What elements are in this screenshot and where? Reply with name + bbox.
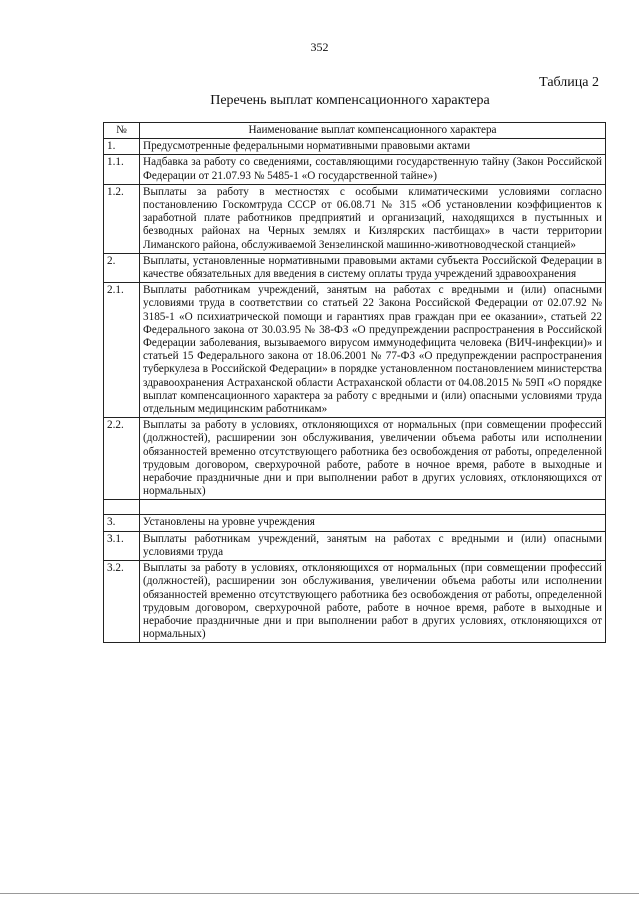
table-spacer-row	[104, 500, 606, 515]
table-row	[104, 561, 606, 643]
row-text: Выплаты работникам учреждений, занятым на работах с вредными и (или) опасными условиями труда в соответствии со статьей 22 Закона Российской Федерации от 02.07.92 № 3185-1 «О психиатрической помощи и гарантиях прав граждан при ее оказании», статьей 22 Федерального закона от 30.03.95 № 38-ФЗ «О предупреждении распространения в Российской Федерации заболевания, вызываемого вирусом иммунодефицита человека (ВИЧ-инфекции)» и статьей 15 Федерального закона от 18.06.2001 № 77-ФЗ «О предупреждении распространения туберкулеза в Российской Федерации» в порядке установленном постановлением министерства здравоохранения Астраханской области Астраханской области от 04.08.2015 № 59П «О порядке выплат компенсационного характера за работу с вредными и (или) опасными условиями труда отдельным медицинским работникам»	[140, 283, 606, 418]
table-row	[104, 531, 606, 560]
row-number: 3.1.	[104, 531, 140, 560]
row-text: Выплаты, установленные нормативными правовыми актами субъекта Российской Федерации в качестве обязательных для введения в систему оплаты труда учреждений здравоохранения	[140, 253, 606, 282]
compensation-table	[103, 122, 606, 643]
page-bottom-rule	[0, 893, 639, 894]
page-number: 352	[310, 40, 329, 54]
header-number: №	[104, 123, 140, 139]
row-number: 2.2.	[104, 418, 140, 500]
table-row	[104, 418, 606, 500]
row-number: 1.1.	[104, 155, 140, 184]
table-header-row	[104, 123, 606, 139]
table-row	[104, 184, 606, 253]
row-number: 2.	[104, 253, 140, 282]
spacer-cell	[104, 500, 140, 515]
document-title: Перечень выплат компенсационного характера	[210, 93, 490, 108]
table-label: Таблица 2	[539, 75, 599, 90]
row-number: 3.	[104, 515, 140, 531]
row-text: Выплаты работникам учреждений, занятым на работах с вредными и (или) опасными условиями труда	[140, 531, 606, 560]
row-text: Установлены на уровне учреждения	[140, 515, 606, 531]
row-text: Надбавка за работу со сведениями, составляющими государственную тайну (Закон Российской Федерации от 21.07.93 № 5485-1 «О государственной тайне»)	[140, 155, 606, 184]
table-row	[104, 515, 606, 531]
table-row	[104, 283, 606, 418]
table-row	[104, 155, 606, 184]
row-text: Выплаты за работу в условиях, отклоняющихся от нормальных (при совмещении профессий (должностей), расширении зон обслуживания, увеличении объема работы или исполнении обязанностей временно отсутствующего работника без освобождения от работы, определенной трудовым договором, сверхурочной работе, работе в ночное время, работе в выходные и нерабочие праздничные дни и при выполнении работ в других условиях, отклоняющихся от нормальных)	[140, 418, 606, 500]
table-row	[104, 139, 606, 155]
row-number: 1.	[104, 139, 140, 155]
row-text: Выплаты за работу в местностях с особыми климатическими условиями согласно постановлению Госкомтруда СССР от 06.08.71 № 315 «Об установлении коэффициентов к заработной плате работников предприятий и организаций, находящихся в пустынных и безводных районах на Черных землях и Кизлярских пастбищах» в части территории Лиманского района, обслуживаемой Зензелинской машинно-животноводческой станцией»	[140, 184, 606, 253]
spacer-cell	[140, 500, 606, 515]
row-text: Выплаты за работу в условиях, отклоняющихся от нормальных (при совмещении профессий (должностей), расширении зон обслуживания, увеличении объема работы или исполнении обязанностей временно отсутствующего работника без освобождения от работы, определенной трудовым договором, сверхурочной работе, работе в ночное время, работе в выходные и нерабочие праздничные дни и при выполнении работ в других условиях, отклоняющихся от нормальных)	[140, 561, 606, 643]
header-name: Наименование выплат компенсационного характера	[140, 123, 606, 139]
row-text: Предусмотренные федеральными нормативными правовыми актами	[140, 139, 606, 155]
row-number: 2.1.	[104, 283, 140, 418]
row-number: 3.2.	[104, 561, 140, 643]
table-row	[104, 253, 606, 282]
row-number: 1.2.	[104, 184, 140, 253]
